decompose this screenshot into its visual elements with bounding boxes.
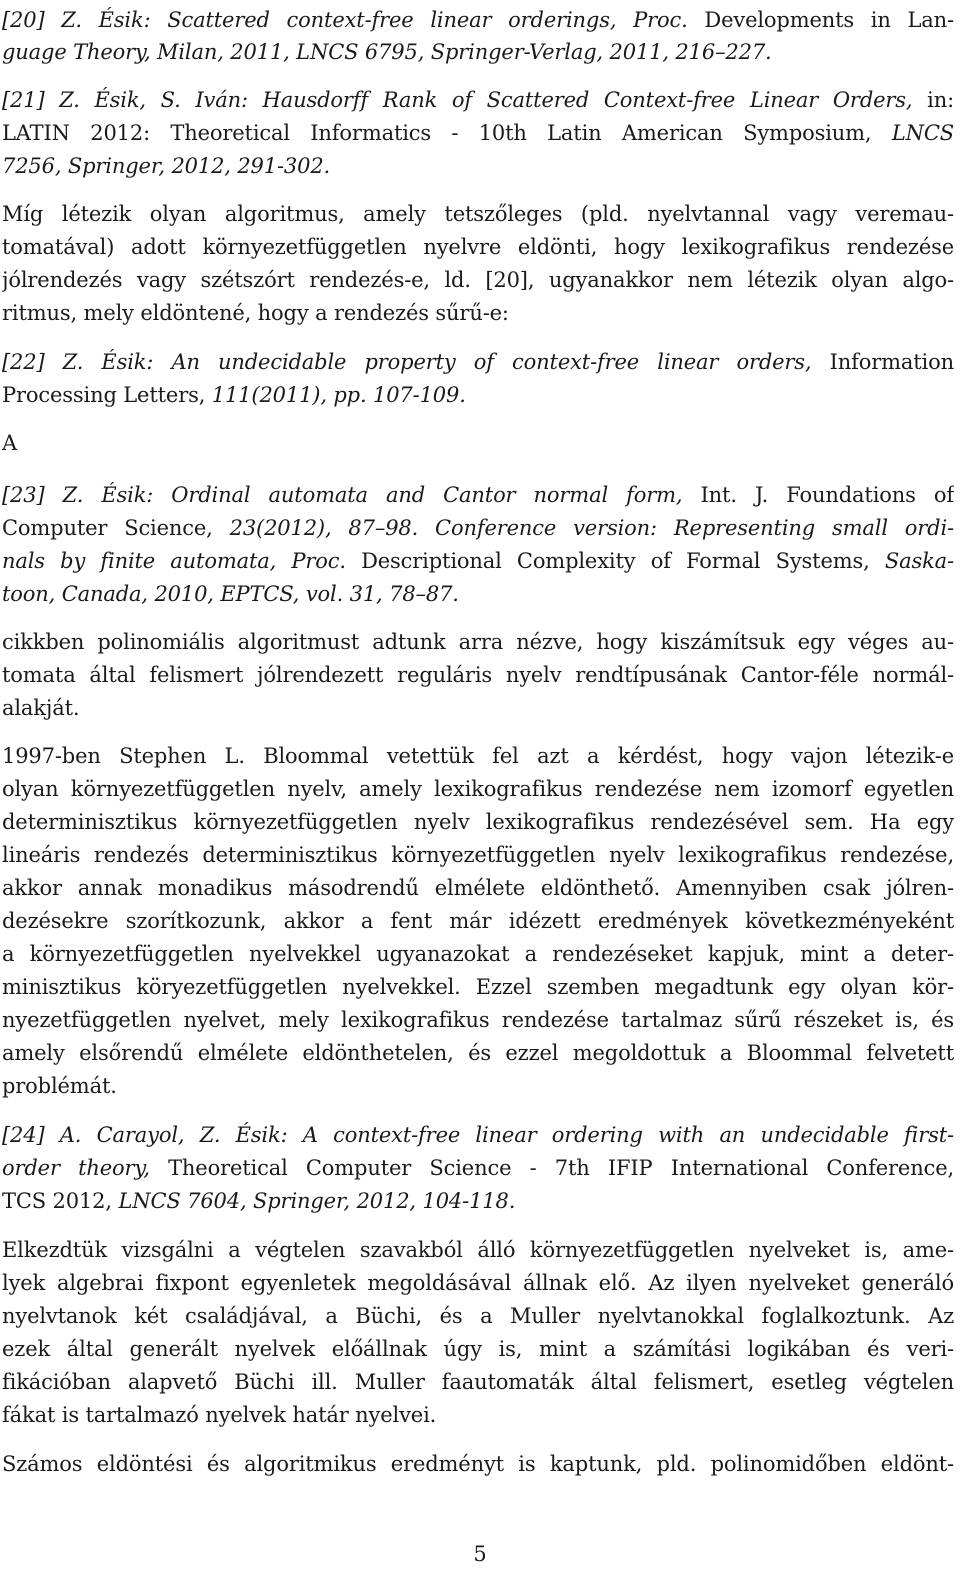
text-line — [2, 907, 954, 935]
text-line — [2, 1121, 954, 1149]
text-line — [2, 38, 954, 66]
text-segment: akkor annak monadikus másodrendű elmélete eldönthető. Amennyiben csak jólren- — [2, 876, 954, 900]
text-segment: Míg létezik olyan algoritmus, amely tetszőleges (pld. nyelvtannal vagy veremau- — [2, 202, 954, 226]
text-segment: nyezetfüggetlen nyelvet, mely lexikografikus rendezése tartalmaz sűrű részeket is, és — [2, 1008, 954, 1032]
text-segment: olyan környezetfüggetlen nyelv, amely lexikografikus rendezése nem izomorf egyetlen — [2, 777, 954, 801]
text-segment: Computer Science, — [2, 516, 230, 540]
text-segment: amely elsőrendű elmélete eldönthetelen, és ezzel megoldottuk a Bloommal felvetett — [2, 1041, 954, 1065]
text-segment: fákat is tartalmazó nyelvek határ nyelvei. — [2, 1403, 437, 1427]
text-segment: [23] Z. Ésik: Ordinal automata and Cantor normal form, — [2, 483, 683, 507]
text-line — [2, 1450, 954, 1478]
text-segment: A — [2, 431, 18, 455]
text-segment: 111(2011), pp. 107-109. — [211, 383, 466, 407]
text-segment: lyek algebrai fixpont egyenletek megoldásával állnak elő. Az ilyen nyelveket generáló — [2, 1271, 954, 1295]
text-segment: [20] Z. Ésik: Scattered context-free linear orderings, Proc. — [2, 8, 688, 32]
text-segment: a környezetfüggetlen nyelvekkel ugyanazokat a rendezéseket kapjuk, mint a deter- — [2, 942, 954, 966]
text-line — [2, 973, 954, 1001]
text-line — [2, 6, 954, 34]
text-line — [2, 940, 954, 968]
text-segment: dezésekre szorítkozunk, akkor a fent már idézett eredmények következményeként — [2, 909, 954, 933]
text-segment: LATIN 2012: Theoretical Informatics - 10th Latin American Symposium, — [2, 121, 892, 145]
text-line — [2, 1401, 954, 1429]
text-line — [2, 233, 954, 261]
text-segment: problémát. — [2, 1074, 117, 1098]
text-line — [2, 1154, 954, 1182]
text-line — [2, 580, 954, 608]
text-segment: Theoretical Computer Science - 7th IFIP International Conference, — [149, 1156, 954, 1180]
text-segment: toon, Canada, 2010, EPTCS, vol. 31, 78–87. — [2, 582, 459, 606]
text-segment: LNCS 7604, Springer, 2012, 104-118. — [118, 1189, 516, 1213]
text-line — [2, 481, 954, 509]
text-line — [2, 1039, 954, 1067]
text-segment: [24] A. Carayol, Z. Ésik: A context-free linear ordering with an undecidable first- — [2, 1123, 954, 1147]
text-line — [2, 514, 954, 542]
text-line — [2, 1187, 954, 1215]
text-segment: LNCS — [891, 121, 954, 145]
text-line — [2, 381, 954, 409]
text-line — [2, 808, 954, 836]
text-line — [2, 200, 954, 228]
text-line — [2, 119, 954, 147]
text-line — [2, 348, 954, 376]
text-segment: [21] Z. Ésik, S. Iván: Hausdorff Rank of Scattered Context-free Linear Orders, — [2, 88, 913, 112]
text-line — [2, 429, 954, 457]
text-segment: Information — [811, 350, 954, 374]
text-segment: tomatával) adott környezetfüggetlen nyelvre eldönti, hogy lexikografikus rendezése — [2, 235, 954, 259]
text-line — [2, 1335, 954, 1363]
text-line — [2, 775, 954, 803]
text-segment: Descriptional Complexity of Formal Systems, — [345, 549, 885, 573]
text-segment: nals by finite automata, Proc. — [2, 549, 346, 573]
text-line — [2, 299, 954, 327]
text-segment: 1997-ben Stephen L. Bloommal vetettük fel azt a kérdést, hogy vajon létezik-e — [2, 744, 954, 768]
text-line — [2, 86, 954, 114]
text-line — [2, 742, 954, 770]
text-segment: Számos eldöntési és algoritmikus eredményt is kaptunk, pld. polinomidőben eldönt- — [2, 1452, 954, 1476]
text-segment: tomata által felismert jólrendezett reguláris nyelv rendtípusának Cantor-féle normál- — [2, 663, 954, 687]
text-line — [2, 547, 954, 575]
text-line — [2, 1006, 954, 1034]
text-segment: Elkezdtük vizsgálni a végtelen szavakból álló környezetfüggetlen nyelveket is, ame- — [2, 1238, 954, 1262]
page-number: 5 — [473, 1542, 487, 1566]
text-segment: alakját. — [2, 696, 80, 720]
text-segment: lineáris rendezés determinisztikus környezetfüggetlen nyelv lexikografikus rendezése, — [2, 843, 954, 867]
text-segment: Saska- — [884, 549, 954, 573]
text-segment: jólrendezés vagy szétszórt rendezés-e, ld. [20], ugyanakkor nem létezik olyan algo- — [2, 268, 954, 292]
text-segment: Int. J. Foundations of — [682, 483, 954, 507]
text-line — [2, 266, 954, 294]
text-segment: [22] Z. Ésik: An undecidable property of context-free linear orders, — [2, 350, 812, 374]
text-segment: guage Theory, Milan, 2011, LNCS 6795, Springer-Verlag, 2011, 216–227. — [2, 40, 772, 64]
text-segment: ezek által generált nyelvek előállnak úgy is, mint a számítási logikában és veri- — [2, 1337, 954, 1361]
text-line — [2, 874, 954, 902]
text-segment: Processing Letters, — [2, 383, 212, 407]
text-segment: TCS 2012, — [2, 1189, 119, 1213]
text-segment: ritmus, mely eldöntené, hogy a rendezés sűrű-e: — [2, 301, 509, 325]
text-segment: nyelvtanok két családjával, a Büchi, és a Muller nyelvtanokkal foglalkoztunk. Az — [2, 1304, 954, 1328]
text-line — [2, 628, 954, 656]
text-segment: cikkben polinomiális algoritmust adtunk arra nézve, hogy kiszámítsuk egy véges au- — [2, 630, 954, 654]
text-segment: minisztikus köryezetfüggetlen nyelvekkel. Ezzel szemben megadtunk egy olyan kör- — [2, 975, 954, 999]
text-line — [2, 1269, 954, 1297]
text-segment: Developments in Lan- — [687, 8, 954, 32]
text-segment: 23(2012), 87–98. Conference version: Representing small ordi- — [229, 516, 954, 540]
text-line — [2, 1236, 954, 1264]
text-segment: fikációban alapvető Büchi ill. Muller faautomaták által felismert, esetleg végtelen — [2, 1370, 954, 1394]
text-line — [2, 694, 954, 722]
text-line — [2, 1072, 954, 1100]
text-line — [2, 152, 954, 180]
text-segment: determinisztikus környezetfüggetlen nyelv lexikografikus rendezésével sem. Ha egy — [2, 810, 954, 834]
text-segment: order theory, — [2, 1156, 150, 1180]
text-line — [2, 661, 954, 689]
text-line — [2, 1302, 954, 1330]
text-line — [2, 841, 954, 869]
text-segment: 7256, Springer, 2012, 291-302. — [2, 154, 331, 178]
text-segment: in: — [912, 88, 954, 112]
text-line — [2, 1368, 954, 1396]
